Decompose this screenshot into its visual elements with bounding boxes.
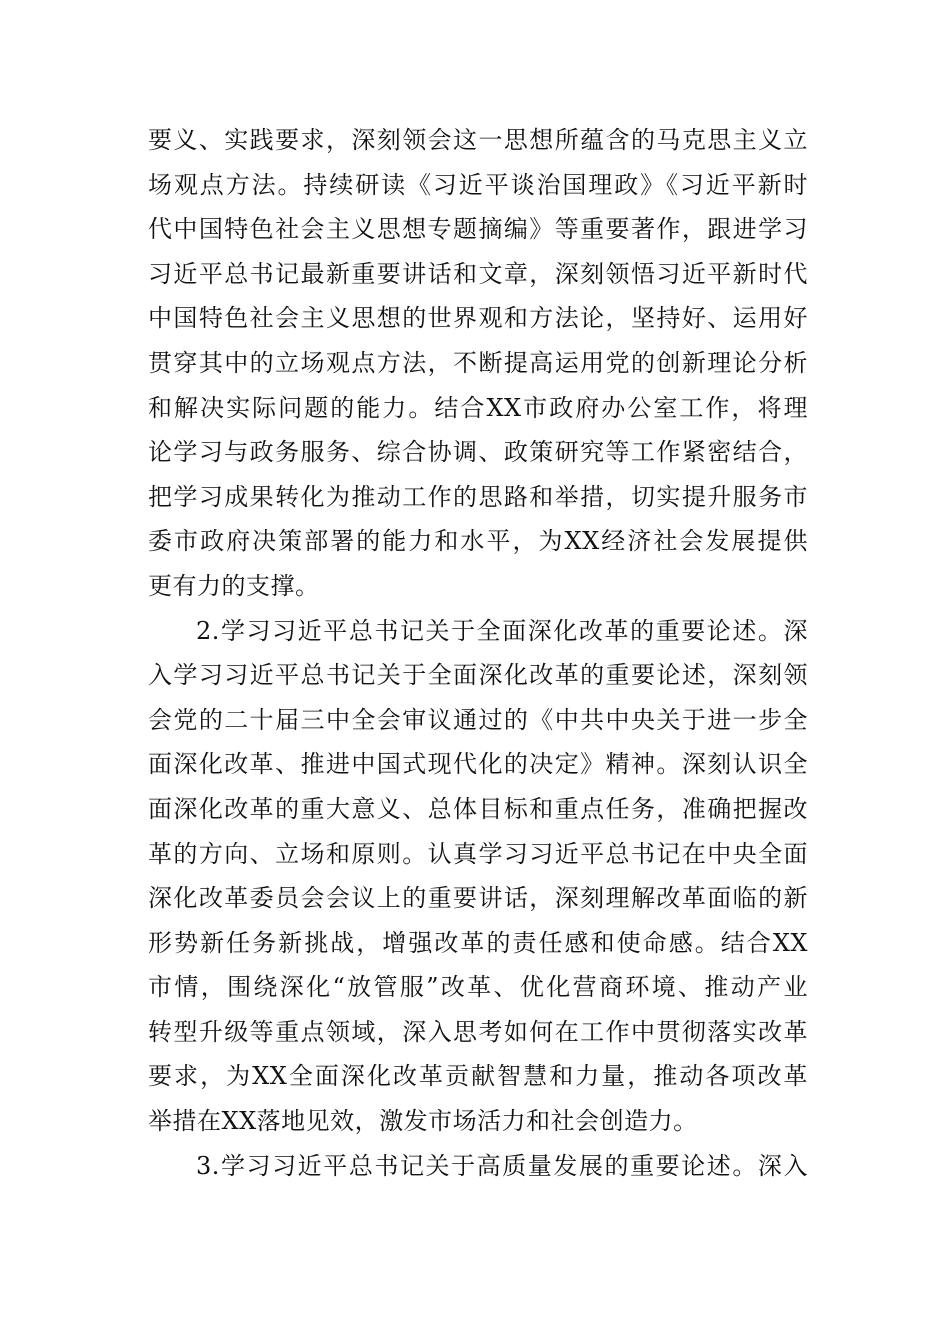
text-line: 市情，围绕深化“放管服”改革、优化营商环境、推动产业: [148, 973, 808, 1002]
text-line: 论学习与政务服务、综合协调、政策研究等工作紧密结合，: [148, 438, 808, 467]
text-line: 中国特色社会主义思想的世界观和方法论，坚持好、运用好: [148, 304, 808, 333]
text-line: 委市政府决策部署的能力和水平，为XX经济社会发展提供: [148, 527, 808, 556]
text-line: 面深化改革的重大意义、总体目标和重点任务，准确把握改: [148, 794, 808, 823]
text-line: 面深化改革、推进中国式现代化的决定》精神。深刻认识全: [148, 750, 808, 779]
text-line: 习近平总书记最新重要讲话和文章，深刻领悟习近平新时代: [148, 259, 808, 288]
text-line: 贯穿其中的立场观点方法，不断提高运用党的创新理论分析: [148, 348, 808, 377]
text-line: 入学习习近平总书记关于全面深化改革的重要论述，深刻领: [148, 661, 808, 690]
paragraph-heading-3: 3.学习习近平总书记关于高质量发展的重要论述。深入: [196, 1151, 808, 1180]
text-line: 要义、实践要求，深刻领会这一思想所蕴含的马克思主义立: [148, 126, 808, 154]
text-line: 举措在XX落地见效，激发市场活力和社会创造力。: [148, 1107, 698, 1136]
text-line: 代中国特色社会主义思想专题摘编》等重要著作，跟进学习: [148, 215, 808, 244]
text-line: 要求，为XX全面深化改革贡献智慧和力量，推动各项改革: [148, 1062, 808, 1091]
text-line: 会党的二十届三中全会审议通过的《中共中央关于进一步全: [148, 705, 808, 734]
paragraph-heading-2: 2.学习习近平总书记关于全面深化改革的重要论述。深: [196, 616, 808, 645]
text-line: 深化改革委员会会议上的重要讲话，深刻理解改革面临的新: [148, 884, 808, 913]
text-line: 形势新任务新挑战，增强改革的责任感和使命感。结合XX: [148, 928, 808, 957]
text-line: 和解决实际问题的能力。结合XX市政府办公室工作，将理: [148, 393, 808, 422]
text-line: 场观点方法。持续研读《习近平谈治国理政》《习近平新时: [148, 170, 808, 199]
text-line: 更有力的支撑。: [148, 571, 320, 600]
text-line: 转型升级等重点领域，深入思考如何在工作中贯彻落实改革: [148, 1017, 808, 1046]
text-line: 把学习成果转化为推动工作的思路和举措，切实提升服务市: [148, 482, 808, 511]
text-line: 革的方向、立场和原则。认真学习习近平总书记在中央全面: [148, 839, 808, 868]
document-body: [148, 118, 808, 1188]
